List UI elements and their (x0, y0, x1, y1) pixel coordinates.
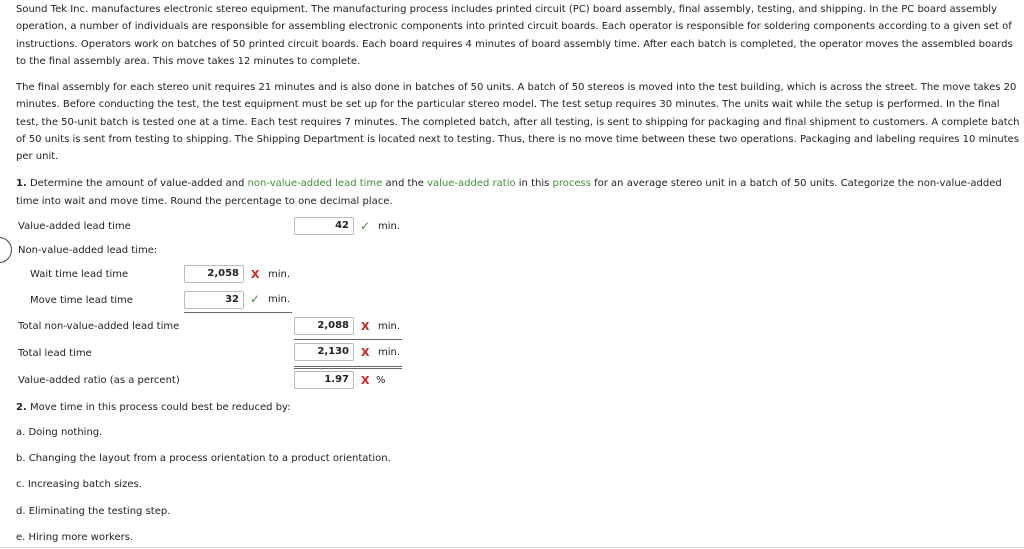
total-lead-input[interactable]: 2,130 (294, 343, 354, 361)
option-d[interactable]: d. Eliminating the testing step. (16, 506, 171, 517)
option-c[interactable]: c. Increasing batch sizes. (16, 479, 142, 490)
intro-paragraph-2: The final assembly for each stereo unit requires 21 minutes and is also done in batches of 50 units. A batch of 50 stereos is moved into the test building, which is across the street. The move takes 20 minutes. Before conducting the test, the test equipment must be set up for the particular stereo model. The test setup requires 30 minutes. The units wait while the setup is performed. In the final test, the 50-unit batch is tested one at a time. Each test requires 7 minutes. The completed batch, after all testing, is sent to shipping for packaging and final shipment to customers. A complete batch of 50 units is sent from testing to shipping. The Shipping Department is located next to testing. Thus, there is no move time between these two operations. Packaging and labeling requires 10 minutes per unit. (16, 82, 1020, 163)
question-1-text: and the (382, 178, 428, 189)
total-nva-label: Total non-value-added lead time (18, 321, 180, 332)
value-added-unit: min. (378, 221, 401, 232)
sum-rule (184, 312, 292, 313)
question-1-number: 1. (16, 178, 27, 189)
move-time-label: Move time lead time (30, 295, 133, 306)
option-b[interactable]: b. Changing the layout from a process orientation to a product orientation. (16, 453, 391, 464)
ratio-input[interactable]: 1.97 (294, 371, 354, 389)
glossary-link-process[interactable]: process (552, 178, 591, 189)
total-nva-input[interactable]: 2,088 (294, 317, 354, 335)
question-1-text: Determine the amount of value-added and (26, 178, 248, 189)
option-a[interactable]: a. Doing nothing. (16, 427, 103, 438)
total-nva-unit: min. (378, 321, 401, 332)
total-lead-x-icon: X (361, 346, 370, 359)
question-2-number: 2. (16, 402, 27, 413)
value-added-input[interactable]: 42 (294, 217, 354, 235)
question-1-text: for an average stereo unit in a batch of 50 units. Categorize the non-value-added time into wait and move time. Round the percentage to one decimal place. (16, 178, 1002, 207)
double-rule (294, 366, 402, 367)
question-2-text: Move time in this process could best be reduced by: (26, 402, 291, 413)
focus-marker (0, 237, 12, 263)
ratio-x-icon: X (361, 374, 370, 387)
intro-paragraph-1: Sound Tek Inc. manufactures electronic stereo equipment. The manufacturing process includes printed circuit (PC) board assembly, final assembly, testing, and shipping. In the PC board assembly operation, a number of individuals are responsible for assembling electronic components into printed circuit boards. Each operator is responsible for soldering components according to a given set of instructions. Operators work on batches of 50 printed circuit boards. Each board requires 4 minutes of board assembly time. After each batch is completed, the operator moves the assembled boards to the final assembly area. This move takes 12 minutes to complete. (16, 4, 1013, 67)
move-time-input[interactable]: 32 (184, 291, 244, 309)
wait-time-x-icon: X (251, 268, 260, 281)
glossary-link-nva-lead-time[interactable]: non-value-added lead time (247, 178, 383, 189)
nva-heading: Non-value-added lead time: (18, 245, 158, 256)
wait-time-unit: min. (268, 269, 291, 280)
total-lead-label: Total lead time (18, 348, 92, 359)
question-1-text: in this (515, 178, 553, 189)
value-added-check-icon: ✓ (360, 219, 371, 233)
sum-rule (294, 339, 402, 340)
glossary-link-value-added-ratio[interactable]: value-added ratio (427, 178, 516, 189)
ratio-unit: % (376, 375, 386, 386)
wait-time-input[interactable]: 2,058 (184, 265, 244, 283)
question-1-prompt (16, 175, 1016, 210)
ratio-label: Value-added ratio (as a percent) (18, 375, 180, 386)
option-e[interactable]: e. Hiring more workers. (16, 532, 134, 543)
question-2-prompt (16, 401, 291, 415)
move-time-unit: min. (268, 294, 291, 305)
value-added-label: Value-added lead time (18, 221, 131, 232)
total-lead-unit: min. (378, 347, 401, 358)
total-nva-x-icon: X (361, 320, 370, 333)
page-divider (0, 547, 1024, 548)
wait-time-label: Wait time lead time (30, 269, 129, 280)
move-time-check-icon: ✓ (250, 292, 261, 306)
double-rule (294, 368, 402, 369)
